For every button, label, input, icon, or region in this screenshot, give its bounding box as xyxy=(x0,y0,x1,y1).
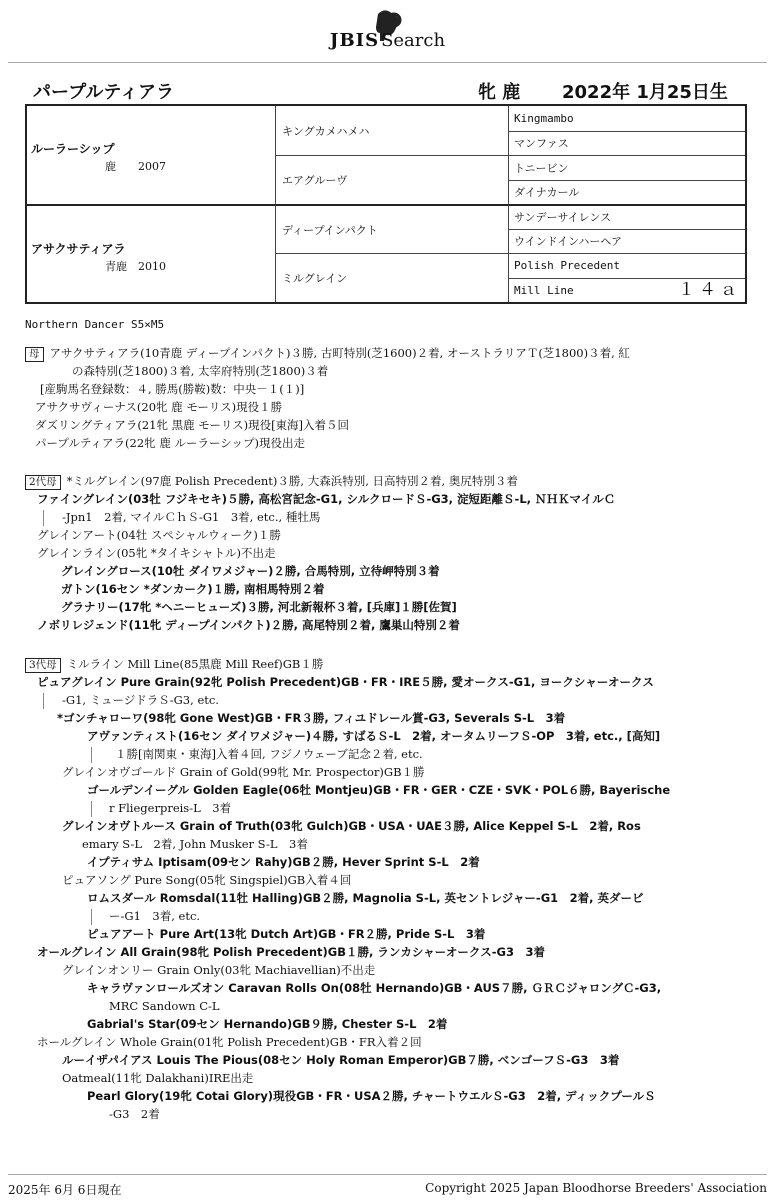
footer-divider xyxy=(8,1174,767,1175)
pedigree-gen3-1[interactable] xyxy=(508,106,745,131)
third-dam-line-10: グレインオヴトルース Grain of Truth(03牝 Gulch)GB・USA・UAE３勝, Alice Keppel S-L 2着, Ros xyxy=(62,819,641,833)
pedigree-gen2-4[interactable] xyxy=(275,253,508,302)
dam-line-3: [産駒馬名登録数：４, 勝馬(勝鞍)数：中央－１(１)] xyxy=(40,382,305,396)
third-dam-line-7: グレインオヴゴールド Grain of Gold(99牝 Mr. Prospector)GB１勝 xyxy=(62,765,425,779)
horse-sex-color: 牝 鹿 xyxy=(478,82,521,103)
third-dam-line-19: キャラヴァンロールズオン Caravan Rolls On(08牡 Hernando)GB・AUS７勝, ＧＲＣジャロングＣ-G3, xyxy=(87,981,662,995)
third-dam-line-9: r Fliegerpreis-L 3着 xyxy=(109,801,232,815)
third-dam-line-16: ピュアアート Pure Art(13牝 Dutch Art)GB・FR２勝, Pride S-L 3着 xyxy=(87,927,486,941)
tree-bar xyxy=(43,693,44,709)
sire-detail: 鹿 2007 xyxy=(105,160,166,173)
third-dam-line-8: ゴールデンイーグル Golden Eagle(06牡 Montjeu)GB・FR・GER・CZE・SVK・POL６勝, Bayerische xyxy=(87,783,671,797)
third-dam-line-6: １勝[南関東・東海]入着４回, フジノウェーブ記念２着, etc. xyxy=(115,747,423,761)
sire-name[interactable]: ルーラーシップ xyxy=(31,142,115,156)
horse-birth-date: 2022年 1月25日生 xyxy=(562,82,728,103)
tree-bar xyxy=(91,909,92,925)
pedigree-gen3-5[interactable] xyxy=(508,204,745,229)
footer-copyright: Copyright 2025 Japan Bloodhorse Breeders' Association xyxy=(425,1181,767,1195)
gen2-name[interactable]: ミルグレイン xyxy=(282,272,348,285)
pedigree-gen2-3[interactable] xyxy=(275,204,508,253)
third-dam-line-12: イプティサム Iptisam(09セン Rahy)GB２勝, Hever Sprint S-L 2着 xyxy=(87,855,480,869)
gen3-name[interactable]: ダイナカール xyxy=(514,186,580,200)
gen2-name[interactable]: エアグルーヴ xyxy=(282,174,348,187)
tree-bar xyxy=(91,801,92,817)
second-dam-line-7: ガトン(16セン *ダンカーク)１勝, 南相馬特別２着 xyxy=(61,582,325,596)
logo-jbis: JBIS xyxy=(329,30,380,51)
second-dam-line-1 xyxy=(25,472,518,490)
gen2-name[interactable]: ディープインパクト xyxy=(282,223,378,237)
header-divider xyxy=(8,62,767,63)
dam-line-2: の森特別(芝1800)３着, 太宰府特別(芝1800)３着 xyxy=(72,364,329,378)
dam-line-4: アサクサヴィーナス(20牝 鹿 モーリス)現役１勝 xyxy=(35,400,283,414)
third-dam-line-26: -G3 2着 xyxy=(109,1107,160,1121)
logo-search: Search xyxy=(381,30,446,51)
third-dam-line-23: ルーイザパイアス Louis The Pious(08セン Holy Roman Emperor)GB７勝, ベンゴーフＳ-G3 3着 xyxy=(62,1053,620,1067)
dam-line-6: パープルティアラ(22牝 鹿 ルーラーシップ)現役出走 xyxy=(35,436,305,450)
third-dam-line-15: ー-G1 3着, etc. xyxy=(109,909,201,923)
second-dam-line-9: ノボリレジェンド(11牝 ディープインパクト)２勝, 高尾特別２着, 鷹巣山特別２着 xyxy=(37,618,460,632)
third-dam-line-1 xyxy=(25,655,323,673)
second-dam-text: *ミルグレイン(97鹿 Polish Precedent)３勝, 大森浜特別, 日高特別２着, 奥尻特別３着 xyxy=(66,474,518,488)
dam-text: アサクサティアラ(10青鹿 ディープインパクト)３勝, 古町特別(芝1600)２着, オーストラリアＴ(芝1800)３着, 紅 xyxy=(49,346,630,360)
pedigree-gen2-2[interactable] xyxy=(275,155,508,204)
third-dam-line-21: Gabrial's Star(09セン Hernando)GB９勝, Chester S-L 2着 xyxy=(87,1017,448,1031)
gen2-name[interactable]: キングカメハメハ xyxy=(282,124,370,138)
second-dam-tag: 2代母 xyxy=(25,475,61,490)
third-dam-line-17: オールグレイン All Grain(98牝 Polish Precedent)GB１勝, ランカシャーオークス-G3 3着 xyxy=(37,945,545,959)
pedigree-dam-cell[interactable] xyxy=(27,204,275,302)
pedigree-gen2-1[interactable] xyxy=(275,106,508,155)
pedigree-gen3-4[interactable] xyxy=(508,180,745,205)
third-dam-line-5: アヴァンティスト(16セン ダイワメジャー)４勝, すばるＳ-L 2着, オータムリーフＳ-OP 3着, etc., [高知] xyxy=(87,729,661,743)
second-dam-line-2: ファイングレイン(03牡 フジキセキ)５勝, 高松宮記念-G1, シルクロードＳ-G3, 淀短距離Ｓ-L, ＮＨＫマイルＣ xyxy=(37,492,616,506)
family-number: １４ａ xyxy=(678,280,741,300)
tree-bar xyxy=(91,747,92,763)
third-dam-line-22: ホールグレイン Whole Grain(01牝 Polish Precedent)GB・FR入着２回 xyxy=(37,1035,422,1049)
third-dam-line-25: Pearl Glory(19牝 Cotai Glory)現役GB・FR・USA２勝, チャートウエルＳ-G3 2着, ディックプールＳ xyxy=(87,1089,656,1103)
pedigree-sire-cell[interactable] xyxy=(27,106,275,204)
pedigree-gen3-7[interactable] xyxy=(508,253,745,278)
gen3-name[interactable]: Kingmambo xyxy=(514,111,574,125)
dam-line-5: ダズリングティアラ(21牝 黒鹿 モーリス)現役[東海]入着５回 xyxy=(35,418,350,432)
third-dam-line-20: MRC Sandown C-L xyxy=(109,999,220,1013)
gen3-name[interactable]: ウインドインハーヘア xyxy=(514,235,623,249)
gen3-name[interactable]: Mill Line xyxy=(514,283,574,297)
tree-bar xyxy=(43,510,44,526)
gen3-name[interactable]: マンファス xyxy=(514,137,569,151)
gen3-name[interactable]: Polish Precedent xyxy=(514,259,620,273)
second-dam-line-4: グレインアート(04牡 スペシャルウィーク)１勝 xyxy=(37,528,281,542)
inbreeding-note: Northern Dancer S5×M5 xyxy=(25,318,165,331)
second-dam-line-5: グレインライン(05牝 *タイキシャトル)不出走 xyxy=(37,546,276,560)
third-dam-line-18: グレインオンリー Grain Only(03牝 Machiavellian)不出走 xyxy=(62,963,376,977)
third-dam-line-3: -G1, ミュージドラＳ-G3, etc. xyxy=(62,693,219,707)
dam-detail: 青鹿 2010 xyxy=(105,260,166,273)
third-dam-line-13: ピュアソング Pure Song(05牝 Singspiel)GB入着４回 xyxy=(62,873,352,887)
pedigree-gen3-8[interactable] xyxy=(508,278,745,303)
third-dam-line-11: emary S-L 2着, John Musker S-L 3着 xyxy=(82,837,308,851)
horse-name: パープルティアラ xyxy=(33,82,174,103)
second-dam-line-3: -Jpn1 2着, マイルＣｈＳ-G1 3着, etc., 種牡馬 xyxy=(62,510,321,524)
pedigree-gen3-2[interactable] xyxy=(508,131,745,156)
dam-line-1 xyxy=(25,344,630,362)
third-dam-line-24: Oatmeal(11牝 Dalakhani)IRE出走 xyxy=(62,1071,254,1085)
third-dam-line-14: ロムスダール Romsdal(11牡 Halling)GB２勝, Magnolia S-L, 英セントレジャー-G1 2着, 英ダービ xyxy=(87,891,644,905)
third-dam-tag: 3代母 xyxy=(25,658,61,673)
footer-date: 2025年 6月 6日現在 xyxy=(8,1183,122,1197)
dam-name[interactable]: アサクサティアラ xyxy=(31,242,126,256)
second-dam-line-6: グレイングロース(10牡 ダイワメジャー)２勝, 合馬特別, 立待岬特別３着 xyxy=(61,564,440,578)
pedigree-table xyxy=(25,104,747,304)
pedigree-gen3-6[interactable] xyxy=(508,229,745,254)
gen3-name[interactable]: トニービン xyxy=(514,161,569,175)
third-dam-line-2: ピュアグレイン Pure Grain(92牝 Polish Precedent)GB・FR・IRE５勝, 愛オークス-G1, ヨークシャーオークス xyxy=(37,675,654,689)
gen3-name[interactable]: サンデーサイレンス xyxy=(514,211,612,225)
third-dam-text: ミルライン Mill Line(85黒鹿 Mill Reef)GB１勝 xyxy=(66,657,324,671)
pedigree-gen3-3[interactable] xyxy=(508,155,745,180)
logo-text xyxy=(0,30,775,51)
second-dam-line-8: グラナリー(17牝 *ヘニーヒューズ)３勝, 河北新報杯３着, [兵庫]１勝[佐賀] xyxy=(61,600,457,614)
third-dam-line-4: *ゴンチャローワ(98牝 Gone West)GB・FR３勝, フィユドレール賞-G3, Severals S-L 3着 xyxy=(57,711,566,725)
dam-tag: 母 xyxy=(25,347,44,362)
